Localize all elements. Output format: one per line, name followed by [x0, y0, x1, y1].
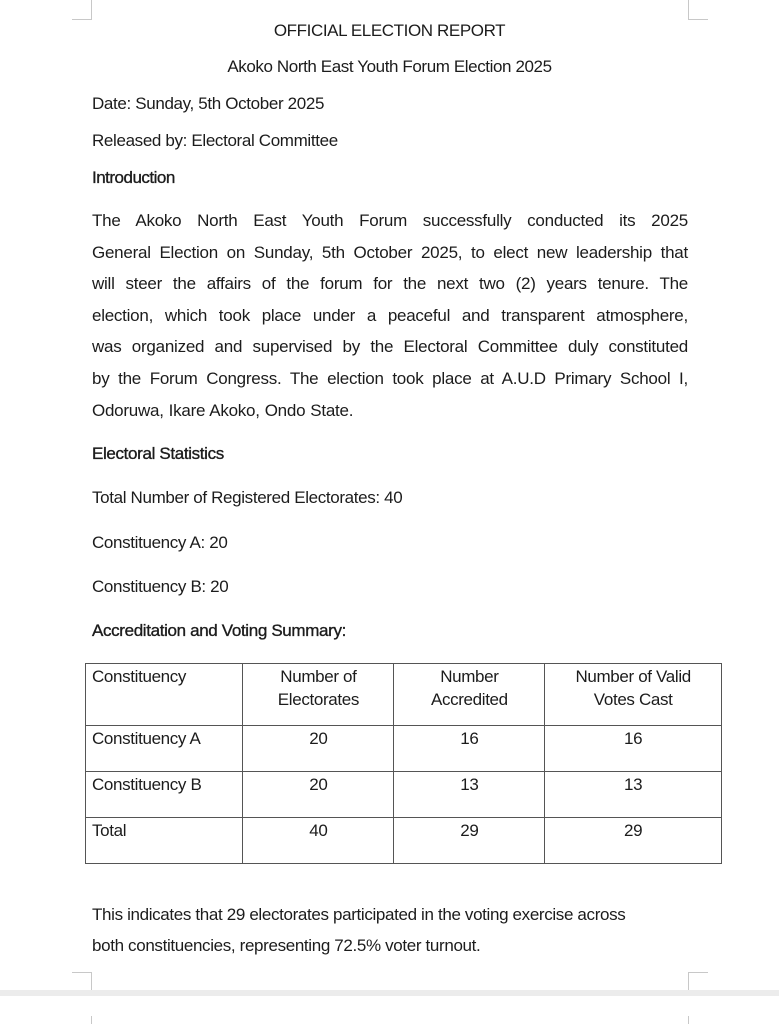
- cell-valid-votes: 29: [545, 818, 722, 864]
- released-by-line: Released by: Electoral Committee: [92, 131, 338, 150]
- cell-accredited: 16: [394, 726, 545, 772]
- margin-mark-page2-right-vertical: [688, 1016, 689, 1024]
- voting-summary-heading: Accreditation and Voting Summary:: [92, 621, 346, 640]
- cell-electorates: 40: [243, 818, 394, 864]
- electoral-statistics-heading: Electoral Statistics: [92, 444, 224, 463]
- paragraph-line: will steer the affairs of the forum for the next two (2) years tenure. The: [92, 274, 688, 294]
- total-registered-electorates: Total Number of Registered Electorates: 40: [92, 488, 403, 507]
- cell-constituency: Total: [86, 818, 243, 864]
- introduction-heading: Introduction: [92, 168, 175, 187]
- cell-valid-votes: 13: [545, 772, 722, 818]
- margin-mark-top-left-vertical: [91, 0, 92, 19]
- margin-mark-page2-left-vertical: [91, 1016, 92, 1024]
- introduction-paragraph: [92, 205, 688, 426]
- report-title: OFFICIAL ELECTION REPORT: [273, 21, 506, 40]
- conclusion-line-1: This indicates that 29 electorates participated in the voting exercise across: [92, 905, 626, 924]
- voting-summary-table: [85, 663, 722, 864]
- paragraph-line: General Election on Sunday, 5th October 2025, to elect new leadership that: [92, 242, 688, 262]
- paragraph-line: was organized and supervised by the Electoral Committee duly constituted: [92, 337, 688, 357]
- table-row: [86, 772, 722, 818]
- table-row: [86, 726, 722, 772]
- cell-constituency: Constituency A: [86, 726, 243, 772]
- header-constituency: Constituency: [86, 664, 243, 726]
- conclusion-line-2: both constituencies, representing 72.5% voter turnout.: [92, 936, 481, 955]
- margin-mark-top-right-vertical: [688, 0, 689, 19]
- cell-constituency: Constituency B: [86, 772, 243, 818]
- margin-mark-top-left-horizontal: [72, 19, 92, 20]
- paragraph-line: Odoruwa, Ikare Akoko, Ondo State.: [92, 400, 354, 420]
- header-valid-votes-cast: Number of Valid Votes Cast: [545, 664, 722, 726]
- table-row-total: [86, 818, 722, 864]
- margin-mark-bottom-left-vertical: [91, 972, 92, 990]
- constituency-b-count: Constituency B: 20: [92, 577, 229, 596]
- paragraph-line: The Akoko North East Youth Forum successfully conducted its 2025: [92, 211, 688, 230]
- header-number-accredited: Number Accredited: [394, 664, 545, 726]
- table-header-row: [86, 664, 722, 726]
- cell-accredited: 13: [394, 772, 545, 818]
- header-number-of-electorates: Number of Electorates: [243, 664, 394, 726]
- margin-mark-bottom-right-horizontal: [688, 972, 708, 973]
- date-line: Date: Sunday, 5th October 2025: [92, 94, 325, 113]
- paragraph-line: by the Forum Congress. The election took place at A.U.D Primary School I,: [92, 368, 688, 388]
- margin-mark-bottom-left-horizontal: [72, 972, 92, 973]
- report-subtitle: Akoko North East Youth Forum Election 2025: [227, 57, 552, 76]
- constituency-a-count: Constituency A: 20: [92, 533, 228, 552]
- cell-valid-votes: 16: [545, 726, 722, 772]
- cell-electorates: 20: [243, 726, 394, 772]
- cell-accredited: 29: [394, 818, 545, 864]
- document-page-2: [0, 996, 779, 1024]
- margin-mark-bottom-right-vertical: [688, 972, 689, 990]
- margin-mark-top-right-horizontal: [688, 19, 708, 20]
- cell-electorates: 20: [243, 772, 394, 818]
- paragraph-line: election, which took place under a peaceful and transparent atmosphere,: [92, 305, 688, 325]
